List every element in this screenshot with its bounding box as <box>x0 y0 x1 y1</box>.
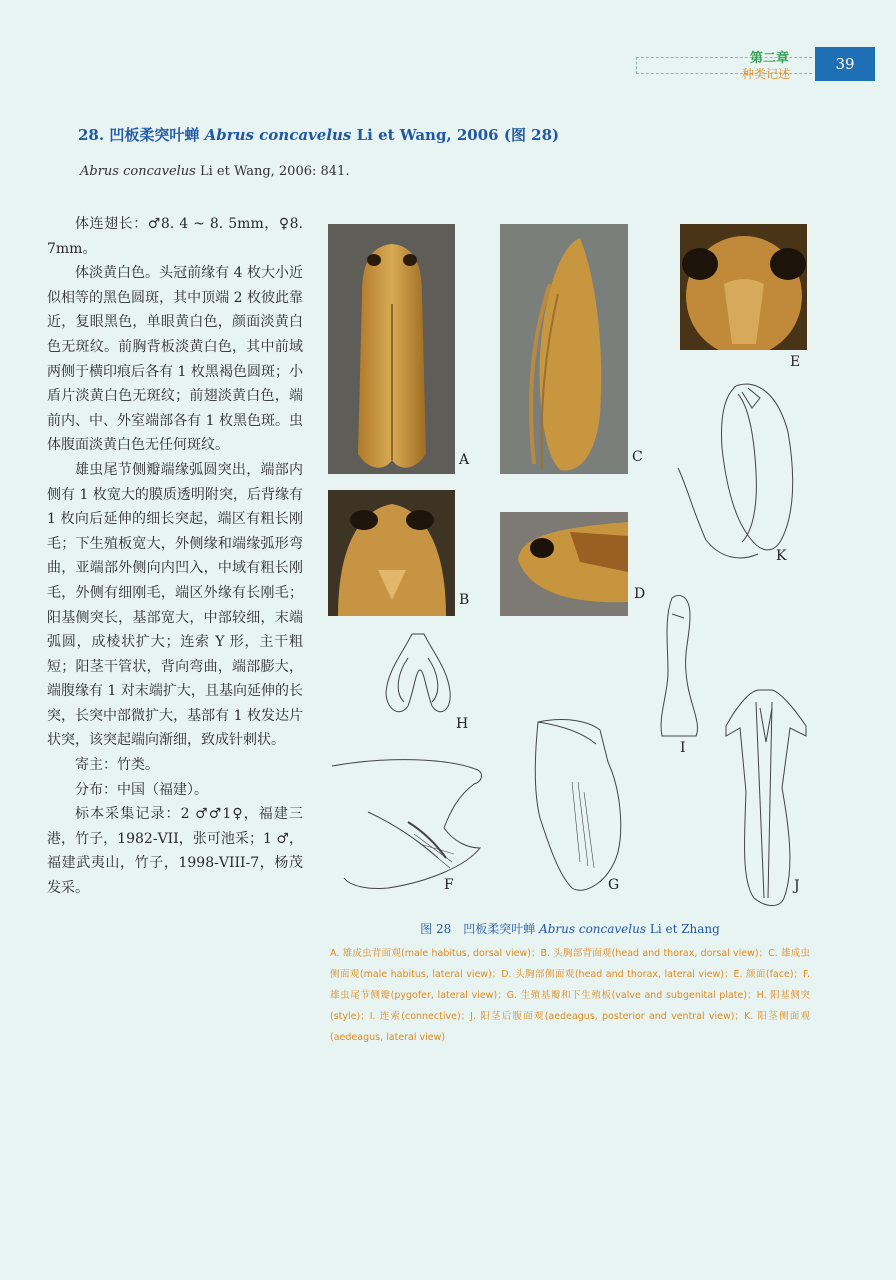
insect-lateral-drawing <box>500 224 628 474</box>
label-f: F <box>444 877 454 893</box>
citation <box>80 164 349 179</box>
label-g: G <box>608 877 620 893</box>
body-genitalia: 雄虫尾节侧瓣端缘弧圆突出，端部内侧有 1 枚宽大的膜质透明附突，后背缘有 1 枚向后延伸的细长突起，端区有粗长刚毛；下生殖板宽大，外侧缘和端缘弧形弯曲，亚端部外侧向内凹入，中域有粗长刚毛，外侧有细刚毛，端区外缘有长刚毛；阳基侧突长，基部宽大，中部较细，末端弧圆，成棱状扩大；连索 Y 形，主干粗短；阳茎干管状，背向弯曲，端部膨大，端腹缘有 1 对末端扩大，且基向延伸的长突，长突中部微扩大，基部有 1 枚发达片状突，该突起端向渐细，致成针刺状。 <box>47 461 303 749</box>
photo-e-face <box>680 224 807 350</box>
citation-author: Li et Wang, 2006: 841. <box>200 164 350 179</box>
label-i: I <box>680 740 686 756</box>
figure-plate <box>328 222 808 910</box>
species-name: Abrus concavelus <box>204 126 352 144</box>
drawing-j <box>726 690 806 906</box>
chapter-title: 第二章 <box>750 51 790 66</box>
body-distribution: 分布：中国（福建）。 <box>75 781 208 798</box>
page-number: 39 <box>815 47 875 81</box>
figure-caption <box>330 920 810 937</box>
photo-a-dorsal-habitus <box>328 224 455 474</box>
body-coloration: 体淡黄白色。头冠前缘有 4 枚大小近似相等的黑色圆斑，其中顶端 2 枚彼此靠近，复眼黑色，单眼黄白色，颜面淡黄白色无斑纹。前胸背板淡黄白色，其中前域两侧于横印痕后各有 1 枚黑褐色圆斑；小盾片淡黄白色无斑纹；前翅淡黄白色，端前内、中、外室端部各有 1 枚黑色斑。虫体腹面淡黄白色无任何斑纹。 <box>47 265 303 454</box>
species-number-title: 28. 凹板柔突叶蝉 <box>78 126 200 144</box>
label-k: K <box>776 548 787 564</box>
label-e: E <box>790 354 801 370</box>
drawing-k <box>722 384 793 550</box>
label-c: C <box>632 449 643 465</box>
species-title <box>78 124 559 145</box>
label-d: D <box>634 586 646 602</box>
body-host: 寄主：竹类。 <box>75 757 159 774</box>
head-thorax-drawing <box>328 490 455 616</box>
label-j: J <box>794 878 800 894</box>
body-length: 体连翅长：♂8. 4 ~ 8. 5mm，♀8. 7mm。 <box>47 216 303 257</box>
label-h: H <box>456 716 469 732</box>
figure-legend: A. 雄成虫背面观(male habitus, dorsal view)；B. 头胸部背面观(head and thorax, dorsal view)；C. 雄成虫侧面观(male habitus, lateral view)；D. 头胸部侧面观(head and thorax, lateral view)；E. 颜面(face)；F. 雄虫尾节侧瓣(pygofer, lateral view)；G. 生殖基瓣和下生殖板(valve and subgenital plate)；H. 阳基侧突(style)；I. 连索(connective)；J. 阳茎后腹面观(aedeagus, posterior and ventral view)；K. 阳茎侧面观(aedeagus, lateral view) <box>330 948 810 1043</box>
photo-d-head-thorax-lateral <box>500 512 628 616</box>
insect-face-drawing <box>680 224 807 350</box>
caption-prefix: 图 28 凹板柔突叶蝉 <box>420 922 536 936</box>
caption-species: Abrus concavelus <box>539 922 647 936</box>
drawing-f <box>332 760 481 889</box>
caption-author: Li et Zhang <box>649 922 720 936</box>
label-b: B <box>459 592 470 608</box>
citation-name: Abrus concavelus <box>80 164 196 179</box>
head-lateral-drawing <box>500 512 628 616</box>
drawing-h <box>386 634 450 712</box>
description-body <box>47 212 303 901</box>
body-specimens: 标本采集记录：2 ♂♂1♀，福建三港，竹子，1982-VII，张可池采；1 ♂，福建武夷山，竹子，1998-VIII-7，杨茂发采。 <box>47 806 303 897</box>
insect-dorsal-drawing <box>328 224 455 474</box>
label-a: A <box>459 452 470 468</box>
figure-ref: (图 28) <box>503 126 560 144</box>
species-author: Li et Wang, 2006 <box>356 126 499 144</box>
chapter-subtitle: 种类记述 <box>742 67 791 81</box>
drawing-i <box>661 595 697 736</box>
drawing-g <box>535 720 621 891</box>
photo-c-lateral-habitus <box>500 224 628 474</box>
photo-b-head-thorax-dorsal <box>328 490 455 616</box>
